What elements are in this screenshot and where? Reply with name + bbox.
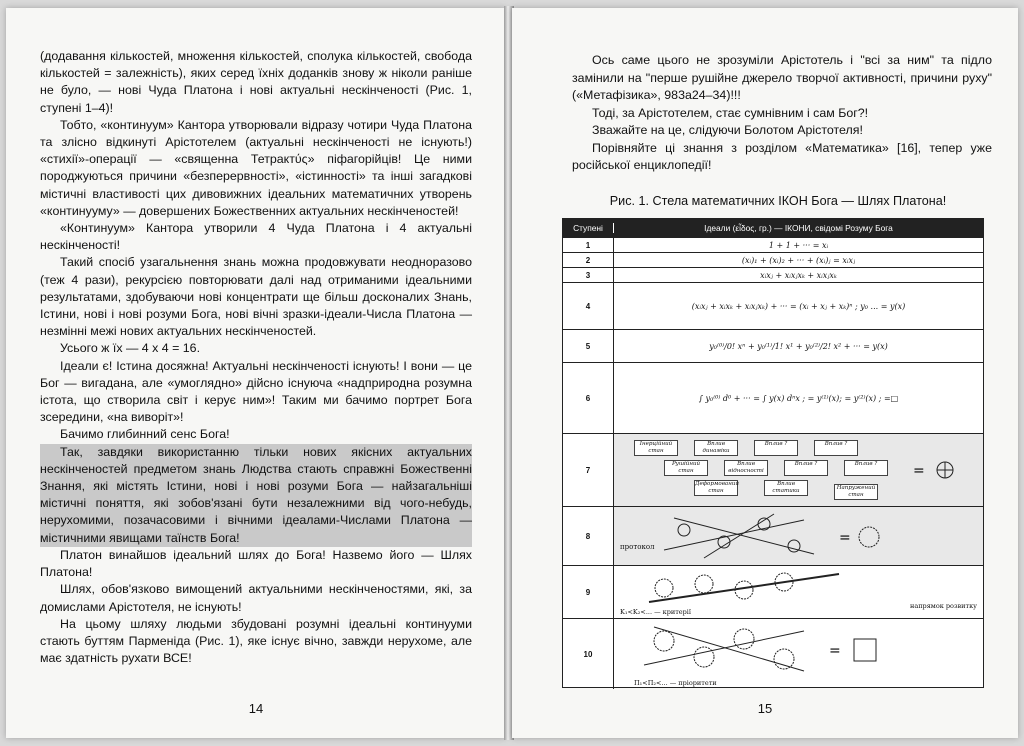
paragraph-highlighted: Так, завдяки використанню тільки нових якісних актуальних нескінченостей предметом знань Людства стають справжні Божественні Знання, які містять Істини, нові і нові розуми Бога — найзагальніші містичні поняття, які зобов'язані бути незалежними від чого-небудь, нерухомими, позачасовими і вічними ідеалами-Числами Платона — містичними явищами таїнств Бога!	[40, 444, 472, 547]
criteria-diagram	[614, 566, 983, 618]
paragraph: Шлях, обов'язково вимощений актуальними нескінченостями, які, за домислами Арістотеля, не існують!	[40, 582, 472, 614]
paragraph: Ідеали є! Істина досяжна! Актуальні нескінченості існують! І вони — це Бог — вигадана, але «умоглядно» дійсно існуюча «надприродна розумна істота, що створила світ і керує ним»! Таким ми бачимо портрет Бога зсередини, «на виворіт»!	[40, 358, 472, 425]
diagram-label: протокол	[620, 543, 655, 551]
page-number: 15	[757, 701, 773, 716]
paragraph: Ось саме цього не зрозуміли Арістотель і "всі за ним" та підло замінили на "перше рушійне джерело творчої активності, причини руху" («Метафізика», 983а24–34)!!!	[572, 53, 992, 102]
row-number: 7	[563, 434, 614, 506]
paragraph: Порівняйте ці знання з розділом «Математика» [16], тепер уже російської енциклопедії!	[572, 140, 992, 172]
paragraph: Платон винайшов ідеальний шлях до Бога! Назвемо його — Шлях Платона!	[40, 547, 472, 580]
diagram-box: Вплив динаміки	[694, 440, 738, 456]
row-formula: (xᵢxⱼ + xᵢxₖ + xᵢxⱼxₖ) + ··· = (xᵢ + xⱼ + xₖ)ⁿ ; y₀ ... = y(x)	[691, 301, 906, 311]
table-row	[563, 252, 983, 267]
row-number: 9	[563, 566, 614, 618]
right-page	[512, 8, 1018, 738]
criteria-label: K₁<K₂<... — критерії	[620, 608, 691, 616]
diagram-box: Напружений стан	[834, 484, 878, 500]
row-formula: ∫ y₀⁽⁰⁾ d⁰ + ··· = ∫ y(x) dⁿx ; = y⁽¹⁾(x); = y⁽²⁾(x) ; =□	[698, 393, 899, 403]
network-graph-icon	[654, 510, 894, 562]
network-diagram	[614, 507, 983, 565]
table-row	[563, 433, 983, 506]
row-number: 3	[563, 268, 614, 282]
row-number: 8	[563, 507, 614, 565]
header-ideals: Ідеали (εἶδος, гр.) — ІКОНИ, свідомі Розуму Бога	[704, 223, 893, 233]
table-row	[563, 329, 983, 362]
priority-network-icon	[634, 621, 894, 677]
row-number: 2	[563, 253, 614, 267]
equals-circle-plus-icon	[913, 458, 973, 482]
paragraph: Усього ж їх — 4 х 4 = 16.	[60, 341, 201, 356]
stela-table	[562, 218, 984, 688]
row-formula: (xᵢ)₁ + (xᵢ)₂ + ··· + (xᵢ)ⱼ = xᵢxⱼ	[741, 255, 856, 265]
row-formula: y₀⁽⁰⁾/0! xⁿ + y₀⁽¹⁾/1! x¹ + y₀⁽²⁾/2! x² + ··· = y(x)	[709, 341, 888, 351]
table-row	[563, 267, 983, 282]
left-text-column	[40, 48, 472, 667]
diagram-box: Вплив ?	[754, 440, 798, 456]
row-number: 5	[563, 330, 614, 362]
diagram-box: Деформований стан	[695, 481, 739, 494]
table-row	[563, 362, 983, 433]
direction-label: напрямок розвитку	[910, 602, 977, 610]
svg-text:=: =	[829, 643, 841, 659]
row-number: 4	[563, 283, 614, 329]
figure-caption: Рис. 1. Стела математичних ІКОН Бога — Шлях Платона!	[609, 194, 947, 208]
diagram-box: Вплив ?	[784, 460, 828, 476]
row-number: 10	[563, 619, 614, 689]
development-arrows-icon	[644, 568, 844, 604]
block-diagram	[614, 434, 983, 506]
diagram-box: Вплив ?	[844, 460, 888, 476]
diagram-box: Рушійний стан	[664, 460, 708, 476]
paragraph: (додавання кількостей, множення кількостей, сполука кількостей, свобода кількостей = залежність), яких серед їхніх доданків знову ж ніколи раніше не було, — нові Чуда Платона і нові актуальні нескінченості (Рис. 1, ступені 1–4)!	[40, 49, 472, 115]
table-row	[563, 618, 983, 689]
svg-text:=: =	[839, 530, 851, 546]
diagram-box: Вплив відносності	[724, 460, 768, 476]
paragraph: На цьому шляху людьми збудовані розумні ідеальні континууми стають буттям Парменіда (Рис. 1), яке існує вічно, завжди нерухоме, але має здатність рухати ВСЕ!	[40, 616, 472, 666]
page-number: 14	[248, 701, 264, 716]
header-steps: Ступені	[563, 223, 614, 233]
paragraph: Бачимо глибинний сенс Бога!	[60, 427, 230, 442]
row-number: 1	[563, 238, 614, 252]
table-row	[563, 565, 983, 618]
paragraph: «Континуум» Кантора утворили 4 Чуда Платона і 4 актуальні нескінченості!	[40, 221, 472, 253]
paragraph: Зважайте на це, слідуючи Болотом Арістотеля!	[592, 123, 863, 137]
table-row	[563, 237, 983, 252]
diagram-box: Інерційний стан	[634, 440, 678, 456]
left-page	[6, 8, 506, 738]
row-number: 6	[563, 363, 614, 433]
paragraph: Тобто, «континуум» Кантора утворювали відразу чотири Чуда Платона та злісно відкинуті Арістотелем (актуальні нескінченості не існують!) «стихії»-операції — «священна Тетрактύς» піфагорійців! Це ними породжуються причини «безперервності», «істинності» та інші загадкові містичні властивості цих дивовижних ідеальних математичних утворень «континууму» — довершених Божественних актуальних нескінченостей!	[40, 117, 472, 218]
svg-text:=: =	[913, 463, 925, 479]
row-formula: xᵢxⱼ + xᵢxⱼxₖ + xᵢxⱼxₖ	[760, 270, 837, 280]
paragraph: Тоді, за Арістотелем, стає сумнівним і сам Бог?!	[592, 105, 869, 120]
priorities-diagram	[614, 619, 983, 689]
table-row	[563, 282, 983, 329]
paragraph: Такий спосіб узагальнення знань можна продовжувати неодноразово (теж 4 рази), рекурсією повторювати далі над отриманими ідеальними результатами, здобуваючи нові концентрати ще більш досконалих Знань, Істини, нові і нові розуми Бога, нові вічні зразки-ідеали-Числа Платона — незмінні межі нових актуальних нескінченостей.	[40, 255, 472, 339]
right-text-column	[572, 52, 992, 175]
diagram-box: Вплив статики	[764, 480, 808, 496]
table-row	[563, 506, 983, 565]
diagram-box: Вплив ?	[814, 440, 858, 456]
priorities-label: П₁<П₂<... — пріоритети	[634, 679, 717, 687]
table-header	[563, 219, 983, 237]
row-formula: 1 + 1 + ··· = xᵢ	[768, 240, 829, 250]
